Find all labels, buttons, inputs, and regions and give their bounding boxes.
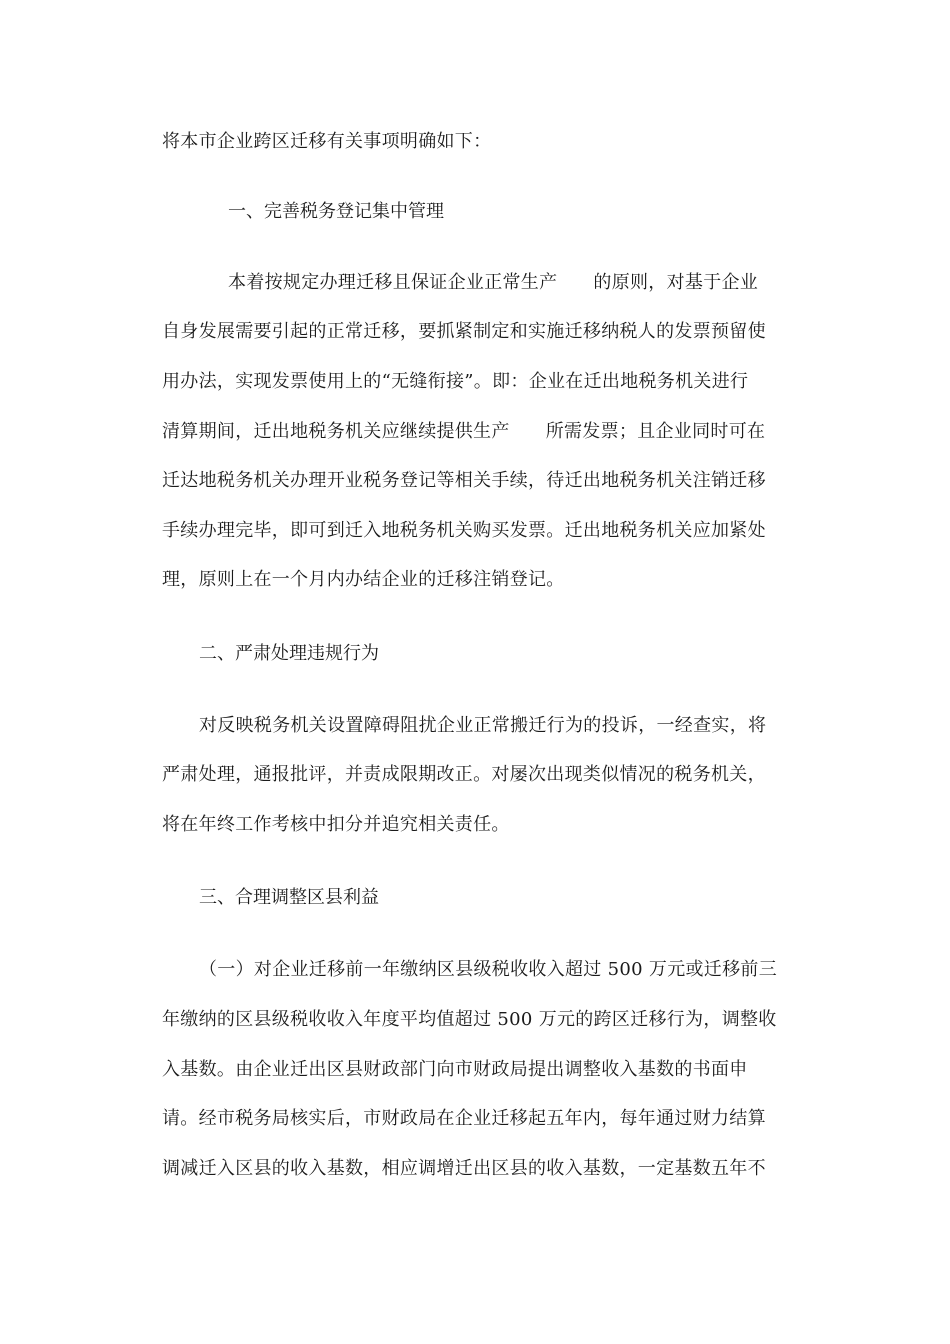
section-1-paragraph-line: 用办法，实现发票使用上的“无缝衔接”。即：企业在迁出地税务机关进行 bbox=[162, 371, 749, 392]
text-segment: 本着按规定办理迁移且保证企业正常生产 bbox=[228, 272, 558, 293]
text-segment: 的原则，对基于企业 bbox=[593, 272, 759, 293]
text-segment: 清算期间，迁出地税务机关应继续提供生产 bbox=[162, 421, 510, 442]
section-3-paragraph-line: 调减迁入区县的收入基数，相应调增迁出区县的收入基数，一定基数五年不 bbox=[162, 1158, 766, 1179]
section-2-heading: 二、严肃处理违规行为 bbox=[199, 643, 379, 664]
intro-text: 将本市企业跨区迁移有关事项明确如下： bbox=[162, 131, 492, 152]
section-3-paragraph-line: 入基数。由企业迁出区县财政部门向市财政局提出调整收入基数的书面申 bbox=[162, 1059, 748, 1080]
section-3-paragraph-line: 请。经市税务局核实后，市财政局在企业迁移起五年内，每年通过财力结算 bbox=[162, 1108, 766, 1129]
section-3-paragraph-line: 年缴纳的区县级税收收入年度平均值超过 500 万元的跨区迁移行为，调整收 bbox=[162, 1009, 777, 1030]
section-1-paragraph-line: 手续办理完毕，即可到迁入地税务机关购买发票。迁出地税务机关应加紧处 bbox=[162, 520, 766, 541]
section-3-heading: 三、合理调整区县利益 bbox=[199, 887, 379, 908]
section-1-paragraph-line: 理，原则上在一个月内办结企业的迁移注销登记。 bbox=[162, 569, 565, 590]
section-2-paragraph-line: 严肃处理，通报批评，并责成限期改正。对屡次出现类似情况的税务机关， bbox=[162, 764, 766, 785]
text-segment: 所需发票；且企业同时可在 bbox=[545, 421, 766, 442]
section-1-paragraph-line: 自身发展需要引起的正常迁移，要抓紧制定和实施迁移纳税人的发票预留使 bbox=[162, 321, 766, 342]
section-1-paragraph-line bbox=[228, 271, 794, 295]
section-1-paragraph-line bbox=[162, 420, 794, 444]
section-2-paragraph-line: 对反映税务机关设置障碍阻扰企业正常搬迁行为的投诉，一经查实，将 bbox=[199, 715, 767, 736]
section-3-paragraph-line: （一）对企业迁移前一年缴纳区县级税收收入超过 500 万元或迁移前三 bbox=[199, 959, 777, 980]
section-2-paragraph-line: 将在年终工作考核中扣分并追究相关责任。 bbox=[162, 814, 510, 835]
section-1-heading: 一、完善税务登记集中管理 bbox=[228, 201, 444, 222]
section-1-paragraph-line: 迁达地税务机关办理开业税务登记等相关手续，待迁出地税务机关注销迁移 bbox=[162, 470, 766, 491]
